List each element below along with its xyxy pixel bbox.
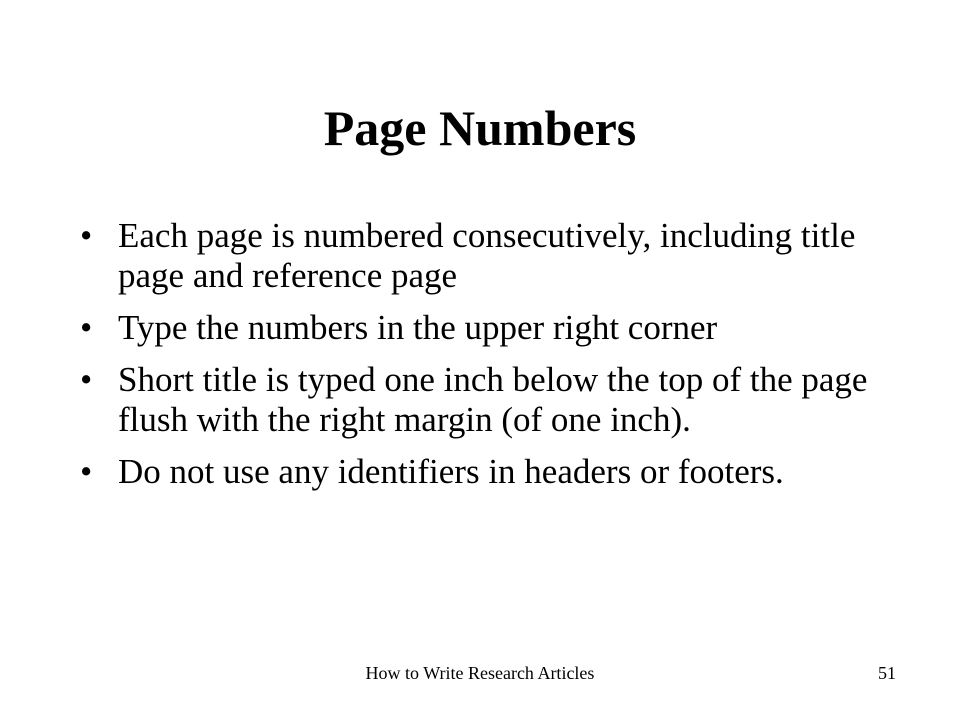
bullet-text: Each page is numbered consecutively, including title page and reference page	[118, 216, 856, 295]
page-number: 51	[878, 663, 896, 683]
bullet-text: Short title is typed one inch below the top of the page flush with the right margin (of one inch).	[118, 360, 868, 439]
slide-title: Page Numbers	[323, 100, 637, 156]
bullet-item	[80, 360, 880, 440]
bullet-icon: •	[80, 452, 93, 491]
footer-title: How to Write Research Articles	[365, 663, 595, 683]
bullet-item	[80, 452, 880, 492]
bullet-icon: •	[80, 360, 93, 399]
bullet-icon: •	[80, 308, 93, 347]
bullet-list	[80, 216, 880, 504]
bullet-text: Type the numbers in the upper right corner	[118, 308, 718, 347]
bullet-icon: •	[80, 216, 93, 255]
bullet-text: Do not use any identifiers in headers or footers.	[118, 452, 784, 491]
bullet-item	[80, 308, 880, 348]
bullet-item	[80, 216, 880, 296]
